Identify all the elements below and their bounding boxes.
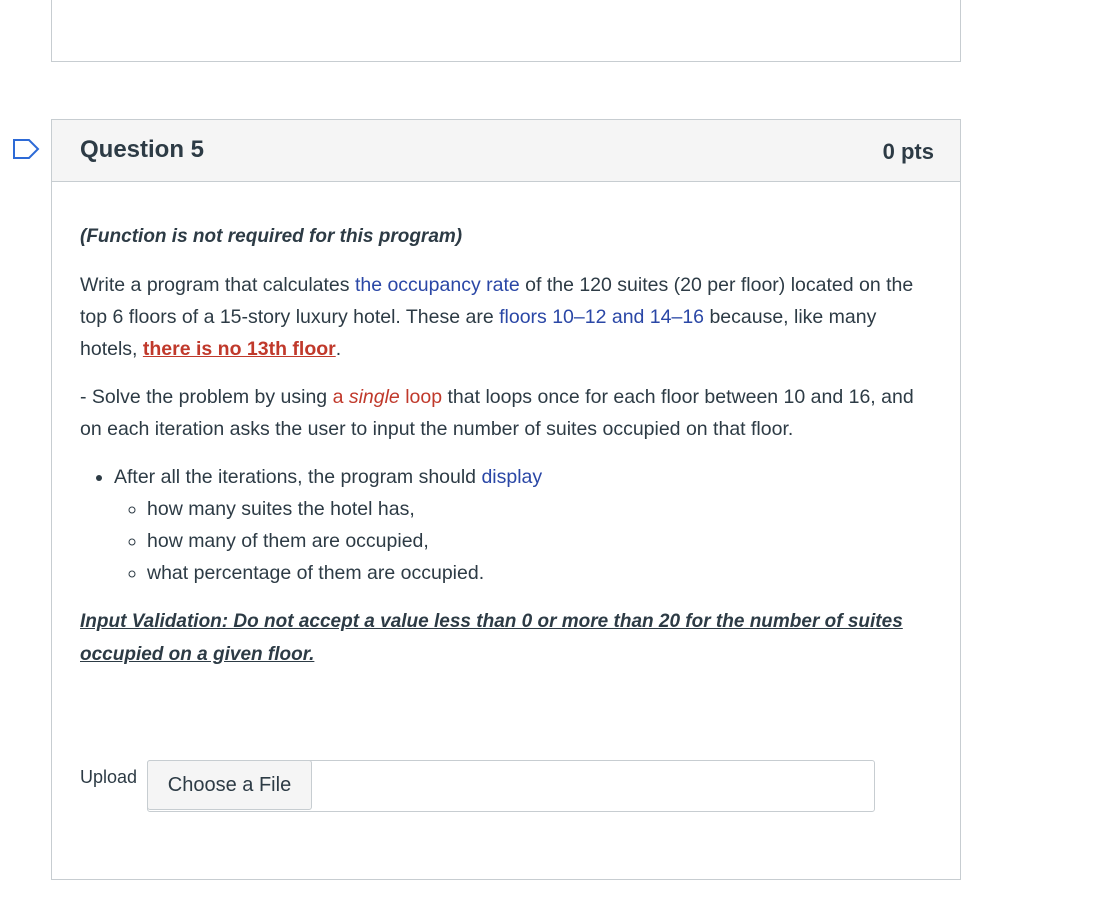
- list-item: ◦ how many suites the hotel has,: [147, 493, 930, 525]
- single-loop-loop: loop: [399, 386, 443, 408]
- para1-text-3: because, like many hotels,: [80, 306, 877, 360]
- flag-question-icon[interactable]: [12, 139, 40, 159]
- display-highlight: display: [481, 466, 543, 488]
- no-13th-floor-highlight: there is no 13th floor: [142, 338, 336, 360]
- upload-row: [80, 760, 880, 814]
- input-validation-note: Input Validation: Do not accept a value less than 0 or more than 20 for the number of suites occupied on a given floor.: [80, 611, 903, 665]
- display-sublist: [114, 493, 930, 589]
- question-text: [80, 220, 930, 687]
- choose-file-button[interactable]: Choose a File: [147, 760, 312, 810]
- function-note: (Function is not required for this program): [80, 226, 463, 247]
- previous-question-box: [51, 0, 961, 62]
- requirements-list: [80, 461, 930, 589]
- list-item: ◦ what percentage of them are occupied.: [147, 557, 930, 589]
- upload-label: Upload: [80, 767, 138, 787]
- loop-instruction-paragraph: [80, 381, 930, 445]
- para2-text-2: that loops once for each floor between 10 and 16, and on each iteration asks the user to input the number of suites occupied on that floor.: [80, 386, 914, 440]
- bullet-text: After all the iterations, the program should: [114, 466, 482, 488]
- single-loop-a: a: [332, 386, 349, 408]
- para2-text-1: - Solve the problem by using: [80, 386, 333, 408]
- question-header: [52, 120, 960, 182]
- problem-paragraph: [80, 269, 930, 365]
- list-item: [114, 461, 930, 589]
- para1-text-4: .: [335, 338, 342, 360]
- question-title: Question 5: [80, 136, 205, 163]
- para1-text-1: Write a program that calculates: [80, 274, 355, 296]
- occupancy-rate-highlight: the occupancy rate: [354, 274, 520, 296]
- question-points: 0 pts: [882, 139, 934, 164]
- question-card: [51, 119, 961, 880]
- list-item: ◦ how many of them are occupied,: [147, 525, 930, 557]
- floors-highlight: floors 10–12 and 14–16: [499, 306, 705, 328]
- para1-text-2: of the 120 suites (20 per floor) located on the top 6 floors of a 15-story luxury hotel. These are: [80, 274, 914, 328]
- single-loop-single: single: [348, 386, 400, 408]
